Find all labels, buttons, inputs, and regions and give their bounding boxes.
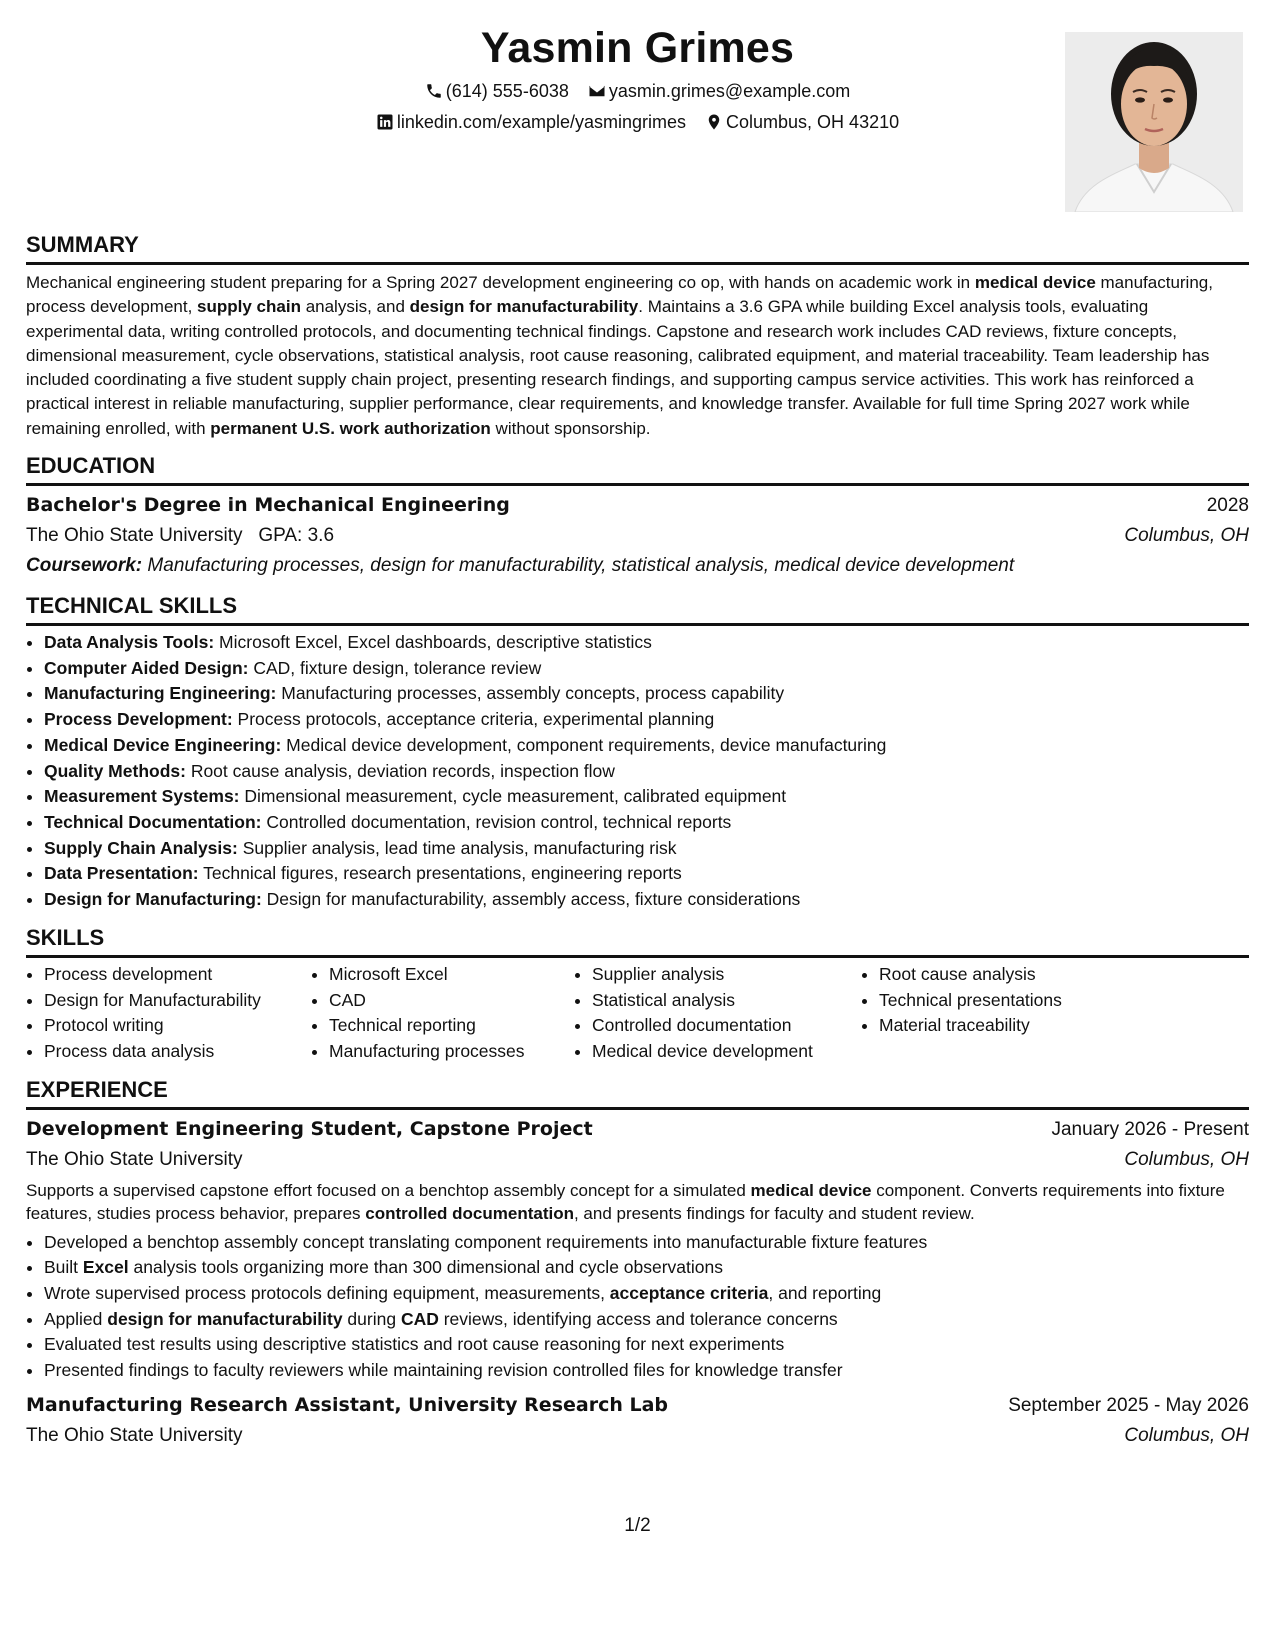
skills-column — [574, 962, 861, 1065]
email-text: yasmin.grimes@example.com — [608, 81, 851, 101]
summary-text — [26, 271, 1249, 441]
job-entry — [26, 1114, 1249, 1384]
job-bullet — [44, 1307, 1249, 1333]
skill-category-label: Quality Methods: — [44, 760, 186, 781]
text-run: Presented findings to faculty reviewers while maintaining revision controlled files for knowledge transfer — [44, 1360, 843, 1381]
technical-skill-item — [44, 656, 1249, 682]
experience-section — [26, 1077, 1249, 1451]
skill-item: • Supplier analysis — [592, 962, 861, 988]
text-run: without sponsorship. — [490, 418, 651, 438]
skill-item: • Root cause analysis — [879, 962, 1139, 988]
text-run: Wrote supervised process protocols defining equipment, measurements, — [44, 1283, 610, 1304]
skill-category-items: Root cause analysis, deviation records, inspection flow — [185, 760, 615, 781]
text-run: analysis tools organizing more than 300 dimensional and cycle observations — [128, 1257, 724, 1278]
skill-category-label: Technical Documentation: — [44, 812, 262, 832]
school-name-gpa — [26, 521, 334, 551]
graduation-year: 2028 — [1206, 495, 1249, 517]
skills-column — [861, 962, 1139, 1065]
phone-text: (614) 555-6038 — [445, 81, 569, 101]
skill-category-label: Measurement Systems: — [44, 786, 240, 807]
skills-column — [311, 962, 574, 1065]
bold-text: medical device — [750, 1180, 872, 1200]
skill-category-label: Data Analysis Tools: — [44, 632, 215, 653]
job-dates: January 2026 - Present — [1051, 1118, 1249, 1140]
phone-contact[interactable] — [425, 80, 569, 102]
text-run: Mechanical engineering student preparing for a Spring 2027 development engineering co op, with hands on academic work in — [26, 273, 975, 292]
experience-heading: EXPERIENCE — [26, 1077, 1249, 1110]
skills-section — [26, 925, 1249, 1065]
text-run: , and reporting — [768, 1283, 882, 1304]
technical-skill-item — [44, 630, 1249, 656]
technical-skill-item — [44, 733, 1249, 759]
skill-item: • Controlled documentation — [592, 1013, 861, 1039]
bold-text: permanent U.S. work authorization — [210, 418, 491, 438]
summary-section — [26, 232, 1249, 441]
linkedin-icon — [376, 113, 394, 131]
bold-text: controlled documentation — [365, 1204, 574, 1224]
skill-category-label: Process Development: — [44, 709, 233, 730]
text-run: during — [342, 1308, 401, 1329]
bold-text: Excel — [82, 1257, 129, 1278]
gpa: GPA: 3.6 — [258, 525, 335, 547]
skill-item: • Technical presentations — [879, 988, 1139, 1014]
job-bullet — [44, 1332, 1249, 1358]
coursework-list: Manufacturing processes, design for manufacturability, statistical analysis, medical device development — [147, 555, 1015, 577]
technical-skill-item — [44, 707, 1249, 733]
skill-category-label: Data Presentation: — [44, 863, 199, 884]
job-entry — [26, 1390, 1249, 1451]
job-bullet — [44, 1358, 1249, 1384]
text-run: manufacturing, process development, — [26, 273, 1213, 317]
text-run: analysis, and — [300, 297, 410, 317]
skill-category-items: Design for manufacturability, assembly access, fixture considerations — [261, 889, 801, 910]
skill-category-items: Microsoft Excel, Excel dashboards, descriptive statistics — [214, 632, 652, 653]
skill-item: • Protocol writing — [44, 1013, 311, 1039]
skill-category-items: Process protocols, acceptance criteria, experimental planning — [232, 709, 715, 730]
skill-category-items: Manufacturing processes, assembly concepts, process capability — [276, 683, 785, 704]
technical-skill-item — [44, 681, 1249, 707]
skill-item: • Material traceability — [879, 1013, 1139, 1039]
job-title: Development Engineering Student, Capstone Project — [26, 1117, 593, 1140]
linkedin-contact[interactable] — [376, 111, 686, 133]
skill-item: • Technical reporting — [329, 1013, 574, 1039]
job-description — [26, 1179, 1249, 1226]
technical-skill-item — [44, 861, 1249, 887]
location-text: Columbus, OH 43210 — [726, 112, 900, 132]
text-run: Built — [44, 1257, 83, 1278]
technical-skills-section — [26, 593, 1249, 913]
skill-category-items: Controlled documentation, revision control, technical reports — [261, 812, 732, 832]
education-entry — [26, 490, 1249, 581]
education-section — [26, 453, 1249, 581]
text-run: , and presents findings for faculty and student review. — [573, 1204, 975, 1224]
skills-grid — [26, 962, 1249, 1065]
text-run: Supports a supervised capstone effort focused on a benchtop assembly concept for a simulated — [26, 1180, 751, 1200]
skill-category-items: Medical device development, component requirements, device manufacturing — [281, 734, 887, 755]
bold-text: CAD — [400, 1308, 439, 1329]
education-heading: EDUCATION — [26, 453, 1249, 486]
skill-item: • CAD — [329, 988, 574, 1014]
skill-category-items: Dimensional measurement, cycle measurement, calibrated equipment — [239, 786, 787, 807]
bold-text: design for manufacturability — [409, 297, 639, 317]
school-location: Columbus, OH — [1124, 525, 1249, 547]
technical-skills-heading: TECHNICAL SKILLS — [26, 593, 1249, 626]
text-run: Applied — [44, 1308, 108, 1329]
skill-category-items: Technical figures, research presentations, engineering reports — [198, 863, 682, 884]
map-pin-icon — [705, 113, 723, 131]
job-bullet — [44, 1255, 1249, 1281]
skill-item: • Process data analysis — [44, 1039, 311, 1065]
coursework — [26, 551, 1249, 581]
bold-text: supply chain — [197, 297, 301, 317]
coursework-label: Coursework: — [26, 555, 143, 577]
skill-item: • Manufacturing processes — [329, 1039, 574, 1065]
job-title: Manufacturing Research Assistant, University Research Lab — [26, 1393, 669, 1416]
job-location: Columbus, OH — [1124, 1424, 1249, 1446]
job-organization: The Ohio State University — [26, 1148, 243, 1170]
skill-category-label: Supply Chain Analysis: — [44, 837, 238, 858]
envelope-icon — [588, 82, 606, 100]
technical-skill-item — [44, 810, 1249, 836]
text-run: reviews, identifying access and tolerance concerns — [438, 1308, 838, 1329]
resume-page — [26, 20, 1249, 1451]
skill-item: • Process development — [44, 962, 311, 988]
skill-category-label: Computer Aided Design: — [44, 657, 249, 678]
profile-photo — [1065, 32, 1243, 212]
skill-category-items: Supplier analysis, lead time analysis, manufacturing risk — [237, 837, 677, 858]
bold-text: acceptance criteria — [609, 1283, 769, 1304]
technical-skill-item — [44, 759, 1249, 785]
text-run: Developed a benchtop assembly concept translating component requirements into manufacturable fixture features — [44, 1231, 928, 1252]
job-bullet — [44, 1281, 1249, 1307]
bold-text: design for manufacturability — [107, 1308, 343, 1329]
skill-category-label: Design for Manufacturing: — [44, 889, 262, 910]
text-run: component. Converts requirements into fixture features, studies process behavior, prepares — [26, 1180, 1225, 1224]
skill-item: • Statistical analysis — [592, 988, 861, 1014]
resume-header — [26, 20, 1249, 220]
skills-heading: SKILLS — [26, 925, 1249, 958]
candidate-name: Yasmin Grimes — [480, 24, 795, 72]
skill-category-label: Manufacturing Engineering: — [44, 683, 277, 704]
technical-skill-item — [44, 836, 1249, 862]
location-contact — [705, 111, 899, 133]
technical-skill-item — [44, 784, 1249, 810]
text-run: Evaluated test results using descriptive statistics and root cause reasoning for next experiments — [44, 1334, 785, 1355]
skill-item: • Medical device development — [592, 1039, 861, 1065]
skill-item: • Design for Manufacturability — [44, 988, 311, 1014]
job-dates: September 2025 - May 2026 — [1008, 1394, 1249, 1416]
email-contact[interactable] — [588, 80, 850, 102]
school-name: The Ohio State University — [26, 525, 243, 547]
job-location: Columbus, OH — [1124, 1148, 1249, 1170]
skills-column — [26, 962, 311, 1065]
job-bullet — [44, 1230, 1249, 1256]
page-number: 1/2 — [624, 1515, 651, 1536]
text-run: . Maintains a 3.6 GPA while building Excel analysis tools, evaluating experimental data, writing controlled protocols, and documenting technical findings. Capstone and research work includes CAD reviews, fixture concepts, dimensional measurement, cycle observations, statistical analysis, root cause reasoning, calibrated equipment, and material traceability. Team leadership has included coordinating a five student supply chain project, presenting research findings, and supporting campus service activities. This work has reinforced a practical interest in reliable manufacturing, supplier performance, clear requirements, and knowledge transfer. Available for full time Spring 2027 work while remaining enrolled, with — [26, 297, 1210, 438]
skill-category-label: Medical Device Engineering: — [44, 734, 282, 755]
bold-text: medical device — [974, 273, 1096, 292]
skill-item: • Microsoft Excel — [329, 962, 574, 988]
technical-skill-item — [44, 887, 1249, 913]
job-organization: The Ohio State University — [26, 1424, 243, 1446]
skill-category-items: CAD, fixture design, tolerance review — [248, 657, 542, 678]
linkedin-text: linkedin.com/example/yasmingrimes — [396, 112, 686, 132]
degree-title: Bachelor's Degree in Mechanical Engineering — [26, 494, 510, 517]
job-bullets — [26, 1230, 1249, 1384]
summary-heading: SUMMARY — [26, 232, 1249, 265]
phone-icon — [425, 82, 443, 100]
technical-skills-list — [26, 630, 1249, 913]
